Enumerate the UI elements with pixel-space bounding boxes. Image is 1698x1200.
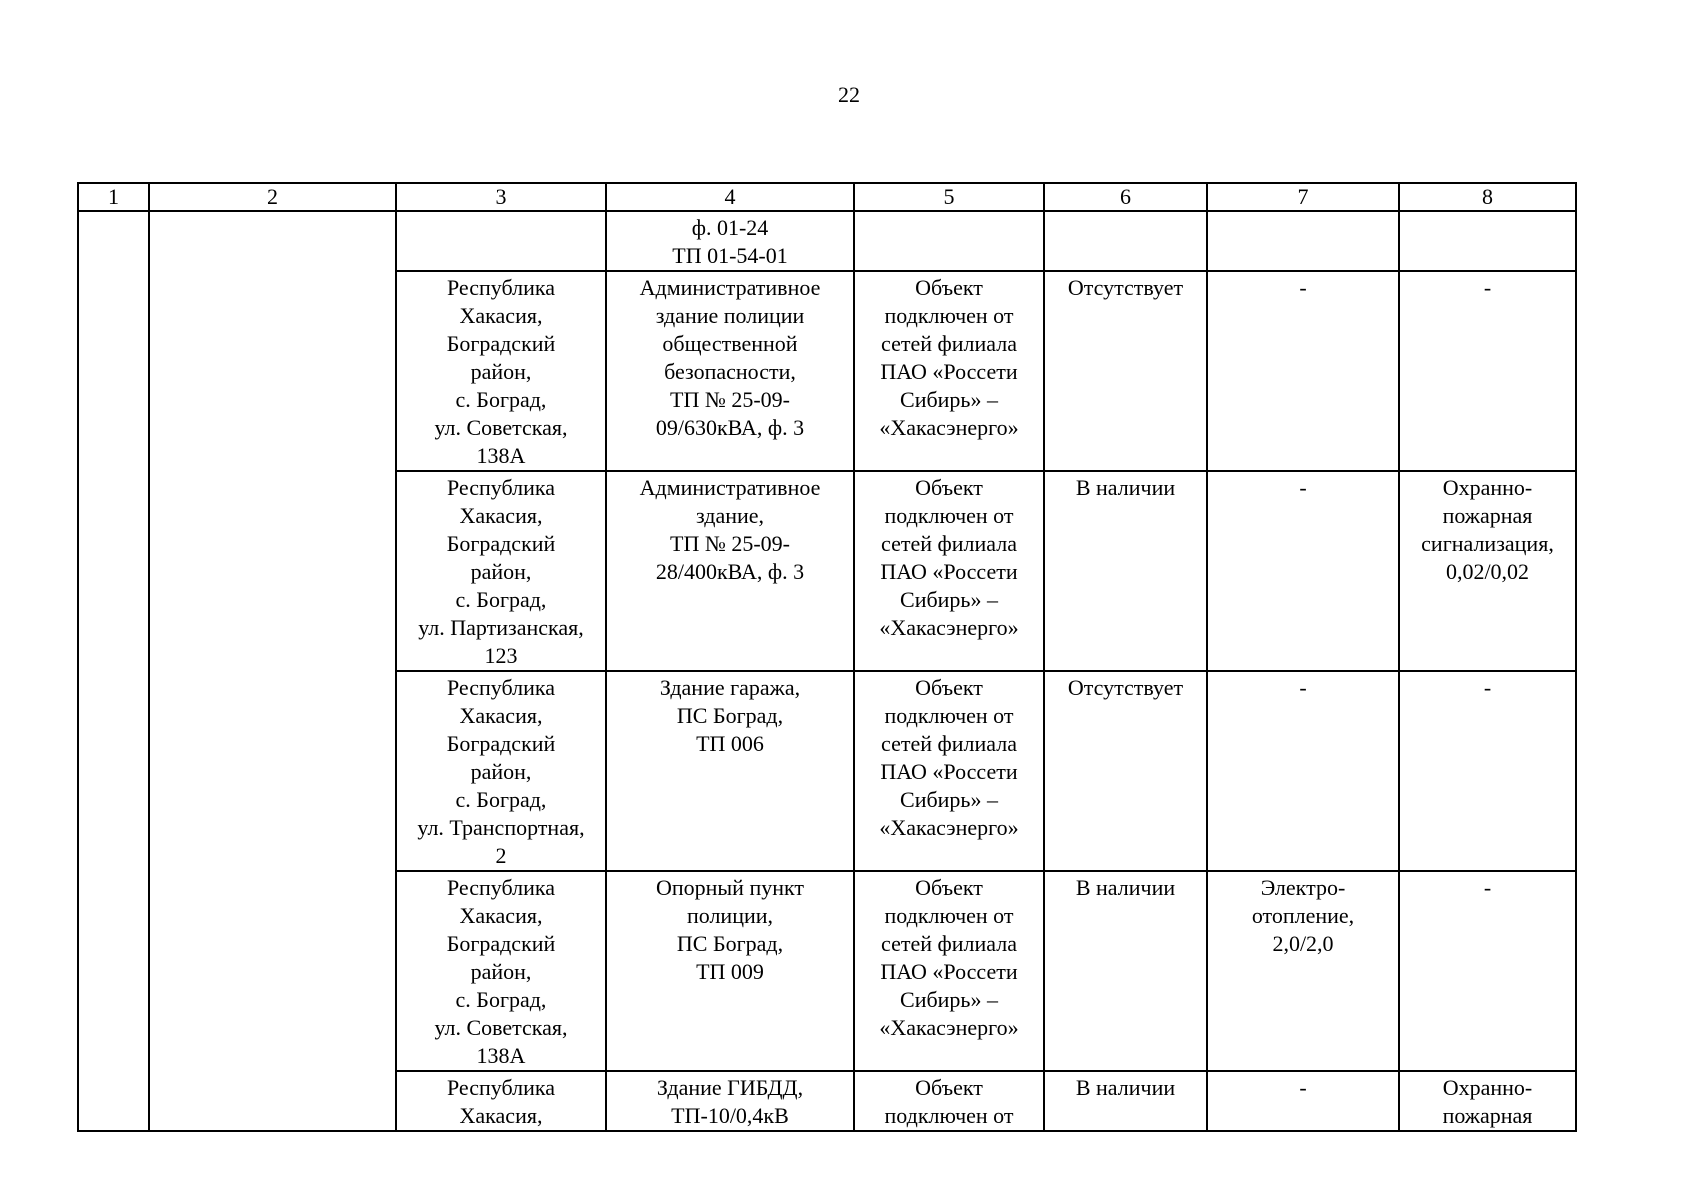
table-cell: - bbox=[1207, 471, 1399, 671]
table-cell bbox=[396, 211, 606, 271]
header-cell: 1 bbox=[78, 183, 149, 211]
table-header-row bbox=[78, 183, 1576, 211]
table-cell: - bbox=[1207, 271, 1399, 471]
table-cell: - bbox=[1399, 271, 1576, 471]
table-cell: Отсутствует bbox=[1044, 271, 1207, 471]
table-cell: Республика Хакасия, Боградский район, с. Боград, ул. Советская, 138А bbox=[396, 271, 606, 471]
header-cell: 7 bbox=[1207, 183, 1399, 211]
table-cell: Объект подключен от сетей филиала ПАО «Россети Сибирь» – «Хакасэнерго» bbox=[854, 871, 1044, 1071]
table-cell: Объект подключен от сетей филиала ПАО «Россети Сибирь» – «Хакасэнерго» bbox=[854, 271, 1044, 471]
table-cell: В наличии bbox=[1044, 1071, 1207, 1131]
header-cell: 5 bbox=[854, 183, 1044, 211]
table-cell: Административное здание полиции общественной безопасности, ТП № 25-09- 09/630кВА, ф. 3 bbox=[606, 271, 854, 471]
table-cell: В наличии bbox=[1044, 471, 1207, 671]
header-cell: 3 bbox=[396, 183, 606, 211]
table-cell-col1 bbox=[78, 211, 149, 1131]
table-cell: - bbox=[1399, 871, 1576, 1071]
table-cell: - bbox=[1207, 1071, 1399, 1131]
header-cell: 2 bbox=[149, 183, 396, 211]
table-cell: Опорный пункт полиции, ПС Боград, ТП 009 bbox=[606, 871, 854, 1071]
table-cell: ф. 01-24 ТП 01-54-01 bbox=[606, 211, 854, 271]
table-cell: Здание ГИБДД, ТП-10/0,4кВ bbox=[606, 1071, 854, 1131]
header-cell: 6 bbox=[1044, 183, 1207, 211]
table-cell: Объект подключен от сетей филиала ПАО «Россети Сибирь» – «Хакасэнерго» bbox=[854, 671, 1044, 871]
table-cell: В наличии bbox=[1044, 871, 1207, 1071]
table-cell: Республика Хакасия, Боградский район, с. Боград, ул. Партизанская, 123 bbox=[396, 471, 606, 671]
header-cell: 8 bbox=[1399, 183, 1576, 211]
header-cell: 4 bbox=[606, 183, 854, 211]
table-cell: - bbox=[1399, 671, 1576, 871]
table-cell-col2 bbox=[149, 211, 396, 1131]
table-cell: Административное здание, ТП № 25-09- 28/400кВА, ф. 3 bbox=[606, 471, 854, 671]
table-cell: Объект подключен от bbox=[854, 1071, 1044, 1131]
table-row bbox=[78, 211, 1576, 271]
table-cell: Электро- отопление, 2,0/2,0 bbox=[1207, 871, 1399, 1071]
table-cell: Охранно- пожарная сигнализация, 0,02/0,02 bbox=[1399, 471, 1576, 671]
table-cell: Объект подключен от сетей филиала ПАО «Россети Сибирь» – «Хакасэнерго» bbox=[854, 471, 1044, 671]
table-cell bbox=[1399, 211, 1576, 271]
page-number: 22 bbox=[838, 82, 860, 107]
table-cell bbox=[1044, 211, 1207, 271]
table-cell: Республика Хакасия, bbox=[396, 1071, 606, 1131]
table-cell: Отсутствует bbox=[1044, 671, 1207, 871]
table-cell bbox=[854, 211, 1044, 271]
table-cell: Здание гаража, ПС Боград, ТП 006 bbox=[606, 671, 854, 871]
table-cell: Республика Хакасия, Боградский район, с. Боград, ул. Советская, 138А bbox=[396, 871, 606, 1071]
table-cell: - bbox=[1207, 671, 1399, 871]
table-cell bbox=[1207, 211, 1399, 271]
table-cell: Охранно- пожарная bbox=[1399, 1071, 1576, 1131]
table-cell: Республика Хакасия, Боградский район, с. Боград, ул. Транспортная, 2 bbox=[396, 671, 606, 871]
data-table bbox=[77, 182, 1577, 1132]
